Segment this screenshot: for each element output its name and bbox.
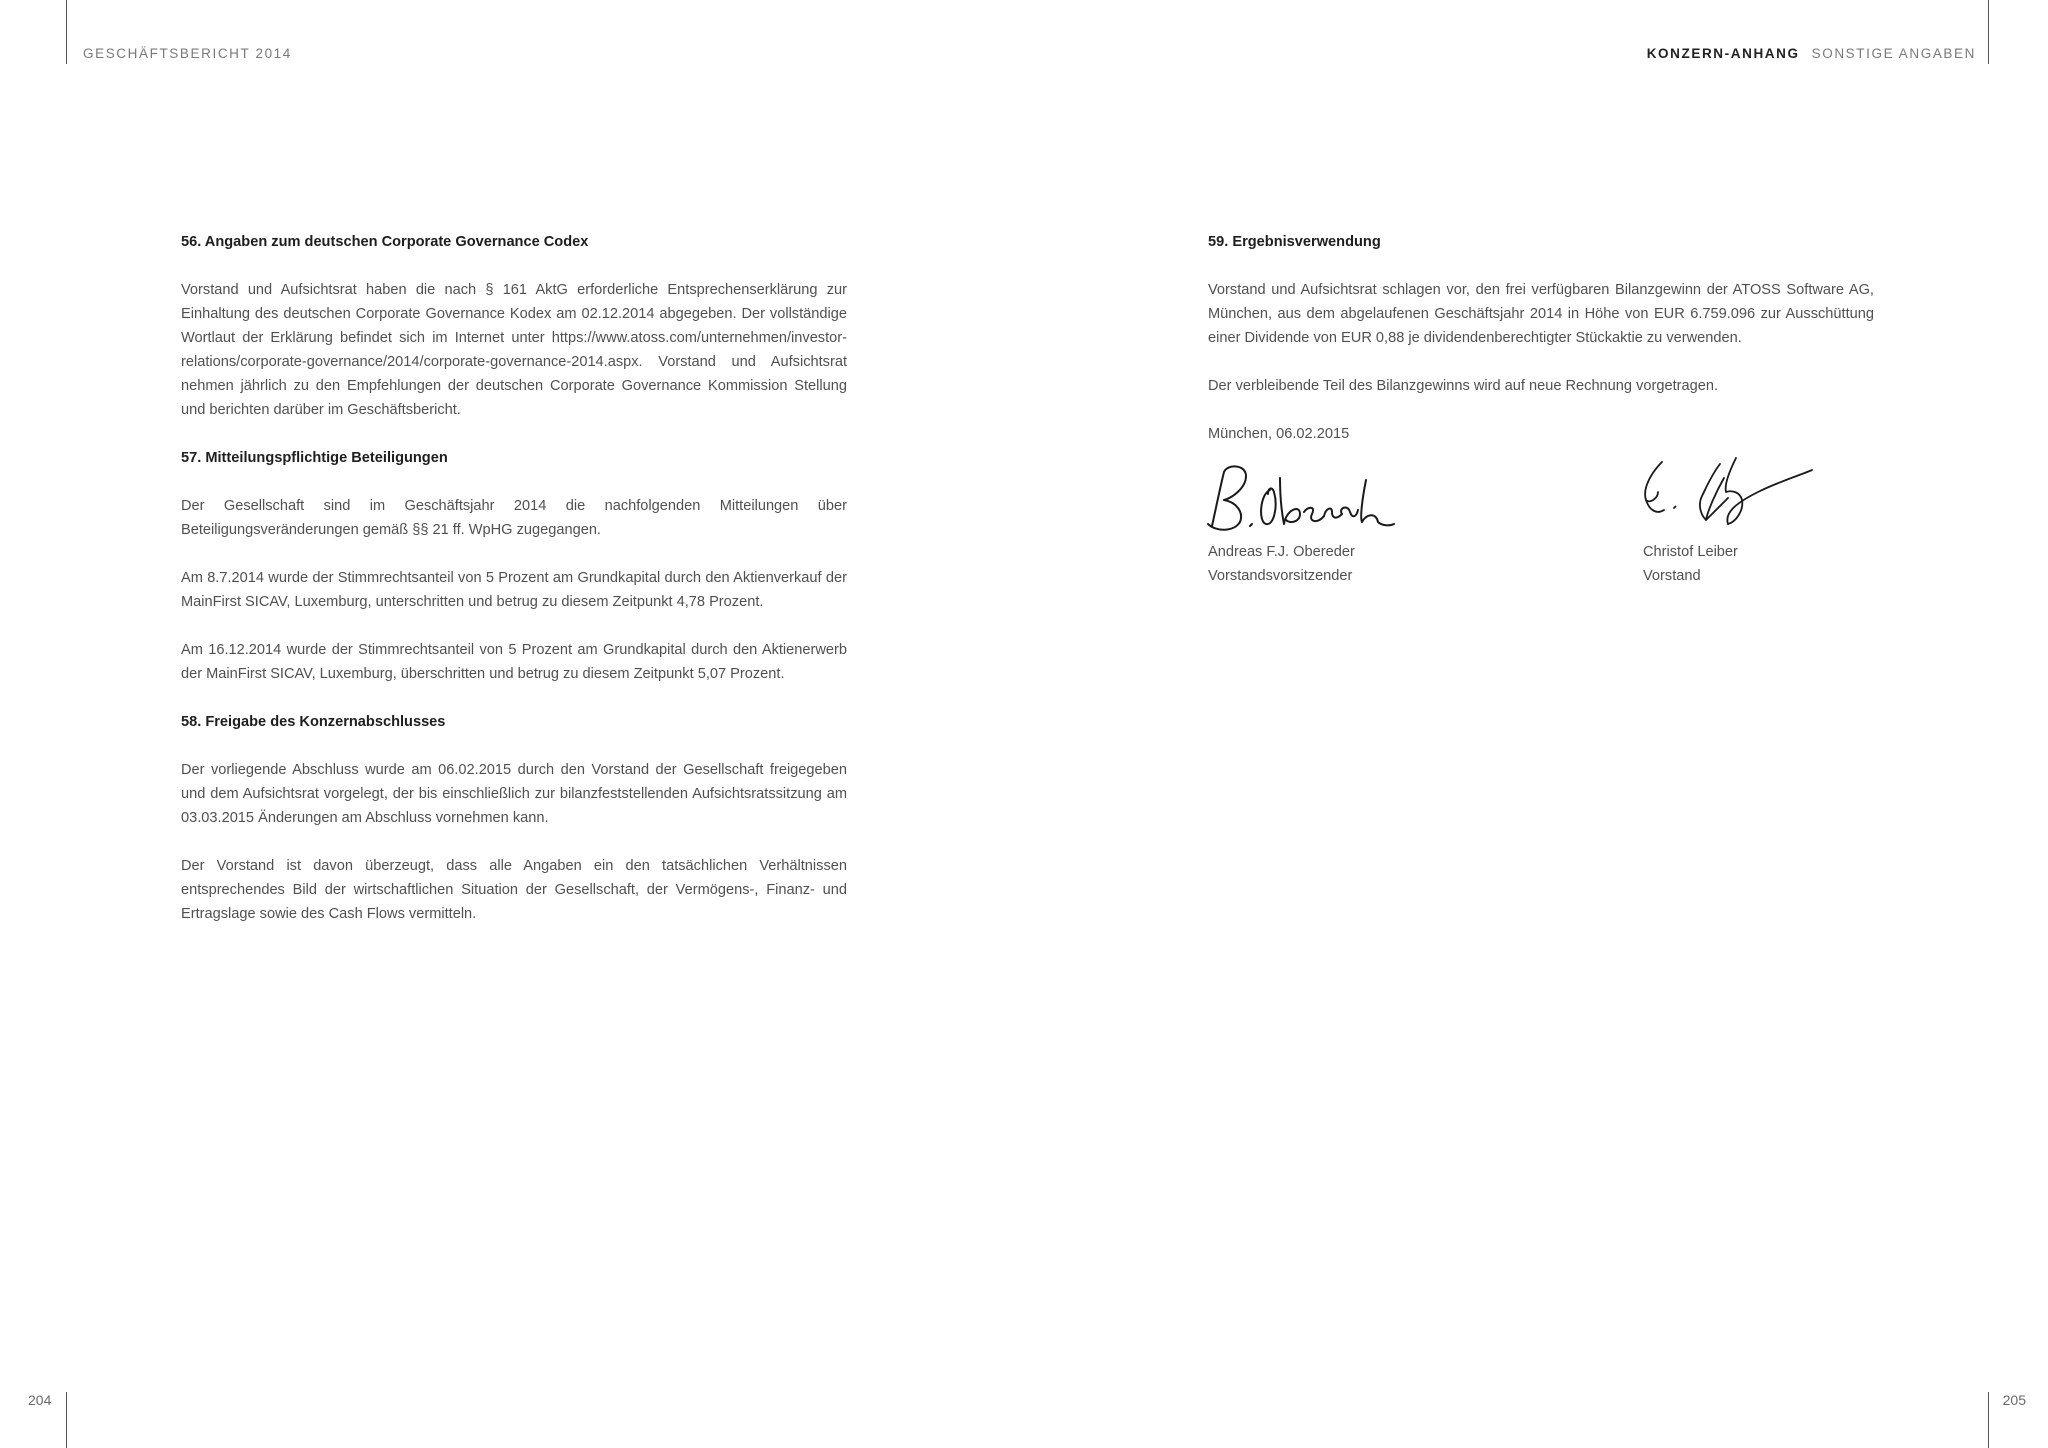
top-right-rule xyxy=(1988,0,1989,64)
right-page-column xyxy=(1208,230,1874,610)
section-57-paragraph-2: Am 8.7.2014 wurde der Stimmrechtsanteil von 5 Prozent am Grundkapital durch den Aktienverkauf der MainFirst SICAV, Luxemburg, unterschritten und betrug zu diesem Zeitpunkt 4,78 Prozent. xyxy=(181,570,847,610)
running-head-subsection: SONSTIGE ANGABEN xyxy=(1811,46,1976,61)
running-head-left: GESCHÄFTSBERICHT 2014 xyxy=(83,46,292,61)
section-58-paragraph-2: Der Vorstand ist davon überzeugt, dass alle Angaben ein den tatsächlichen Verhältnissen entsprechendes Bild der wirtschaftlichen Situation der Gesellschaft, der Vermögens-, Finanz- und Ertragslage sowie des Cash Flows vermitteln. xyxy=(181,858,847,922)
left-page-column xyxy=(181,230,847,950)
page-number-right: 205 xyxy=(2002,1392,2026,1408)
section-59-paragraph-1: Vorstand und Aufsichtsrat schlagen vor, den frei verfügbaren Bilanzgewinn der ATOSS Software AG, München, aus dem abgelaufenen Geschäftsjahr 2014 in Höhe von EUR 6.759.096 zur Ausschüttung einer Dividende von EUR 0,88 je dividendenberechtigter Stückaktie zu verwenden. xyxy=(1208,282,1874,346)
top-left-rule xyxy=(66,0,67,64)
section-58-heading: 58. Freigabe des Konzernabschlusses xyxy=(181,714,446,730)
signature-leiber-image xyxy=(1628,452,1828,542)
bottom-right-rule xyxy=(1988,1392,1989,1448)
signature-obereder-image xyxy=(1200,460,1400,540)
section-59-paragraph-2: Der verbleibende Teil des Bilanzgewinns wird auf neue Rechnung vorgetragen. xyxy=(1208,378,1719,394)
signature-block xyxy=(1208,460,1928,610)
page-number-left: 204 xyxy=(28,1392,52,1408)
running-head-section: KONZERN-ANHANG xyxy=(1646,46,1800,61)
signatory-name: Christof Leiber xyxy=(1643,544,1738,560)
place-and-date: München, 06.02.2015 xyxy=(1208,426,1350,442)
section-57-paragraph-3: Am 16.12.2014 wurde der Stimmrechtsanteil von 5 Prozent am Grundkapital durch den Aktienerwerb der MainFirst SICAV, Luxemburg, überschritten und betrug zu diesem Zeitpunkt 5,07 Prozent. xyxy=(181,642,847,682)
section-59-heading: 59. Ergebnisverwendung xyxy=(1208,234,1381,250)
section-56-heading: 56. Angaben zum deutschen Corporate Governance Codex xyxy=(181,234,589,250)
running-head-right xyxy=(1647,46,1976,61)
section-57-heading: 57. Mitteilungspflichtige Beteiligungen xyxy=(181,450,448,466)
section-58-paragraph-1: Der vorliegende Abschluss wurde am 06.02.2015 durch den Vorstand der Gesellschaft freigegeben und dem Aufsichtsrat vorgelegt, der bis einschließlich zur bilanzfeststellenden Aufsichtsratssitzung am 03.03.2015 Änderungen am Abschluss vornehmen kann. xyxy=(181,762,847,826)
section-57-paragraph-1: Der Gesellschaft sind im Geschäftsjahr 2014 die nachfolgenden Mitteilungen über Beteiligungsveränderungen gemäß §§ 21 ff. WpHG zugegangen. xyxy=(181,498,847,538)
signatory-role: Vorstandsvorsitzender xyxy=(1208,568,1353,584)
section-56-paragraph: Vorstand und Aufsichtsrat haben die nach § 161 AktG erforderliche Entsprechenserklärung zur Einhaltung des deutschen Corporate Governance Kodex am 02.12.2014 abgegeben. Der vollständige Wortlaut der Erklärung befindet sich im Internet unter https://www.atoss.com/unternehmen/investor-relations/corporate-governance/2014/corporate-governance-2014.aspx. Vorstand und Aufsichtsrat nehmen jährlich zu den Empfehlungen der deutschen Corporate Governance Kommission Stellung und berichten darüber im Geschäftsbericht. xyxy=(181,282,847,418)
bottom-left-rule xyxy=(66,1392,67,1448)
signatory-role: Vorstand xyxy=(1643,568,1701,584)
signatory-name: Andreas F.J. Obereder xyxy=(1208,544,1355,560)
